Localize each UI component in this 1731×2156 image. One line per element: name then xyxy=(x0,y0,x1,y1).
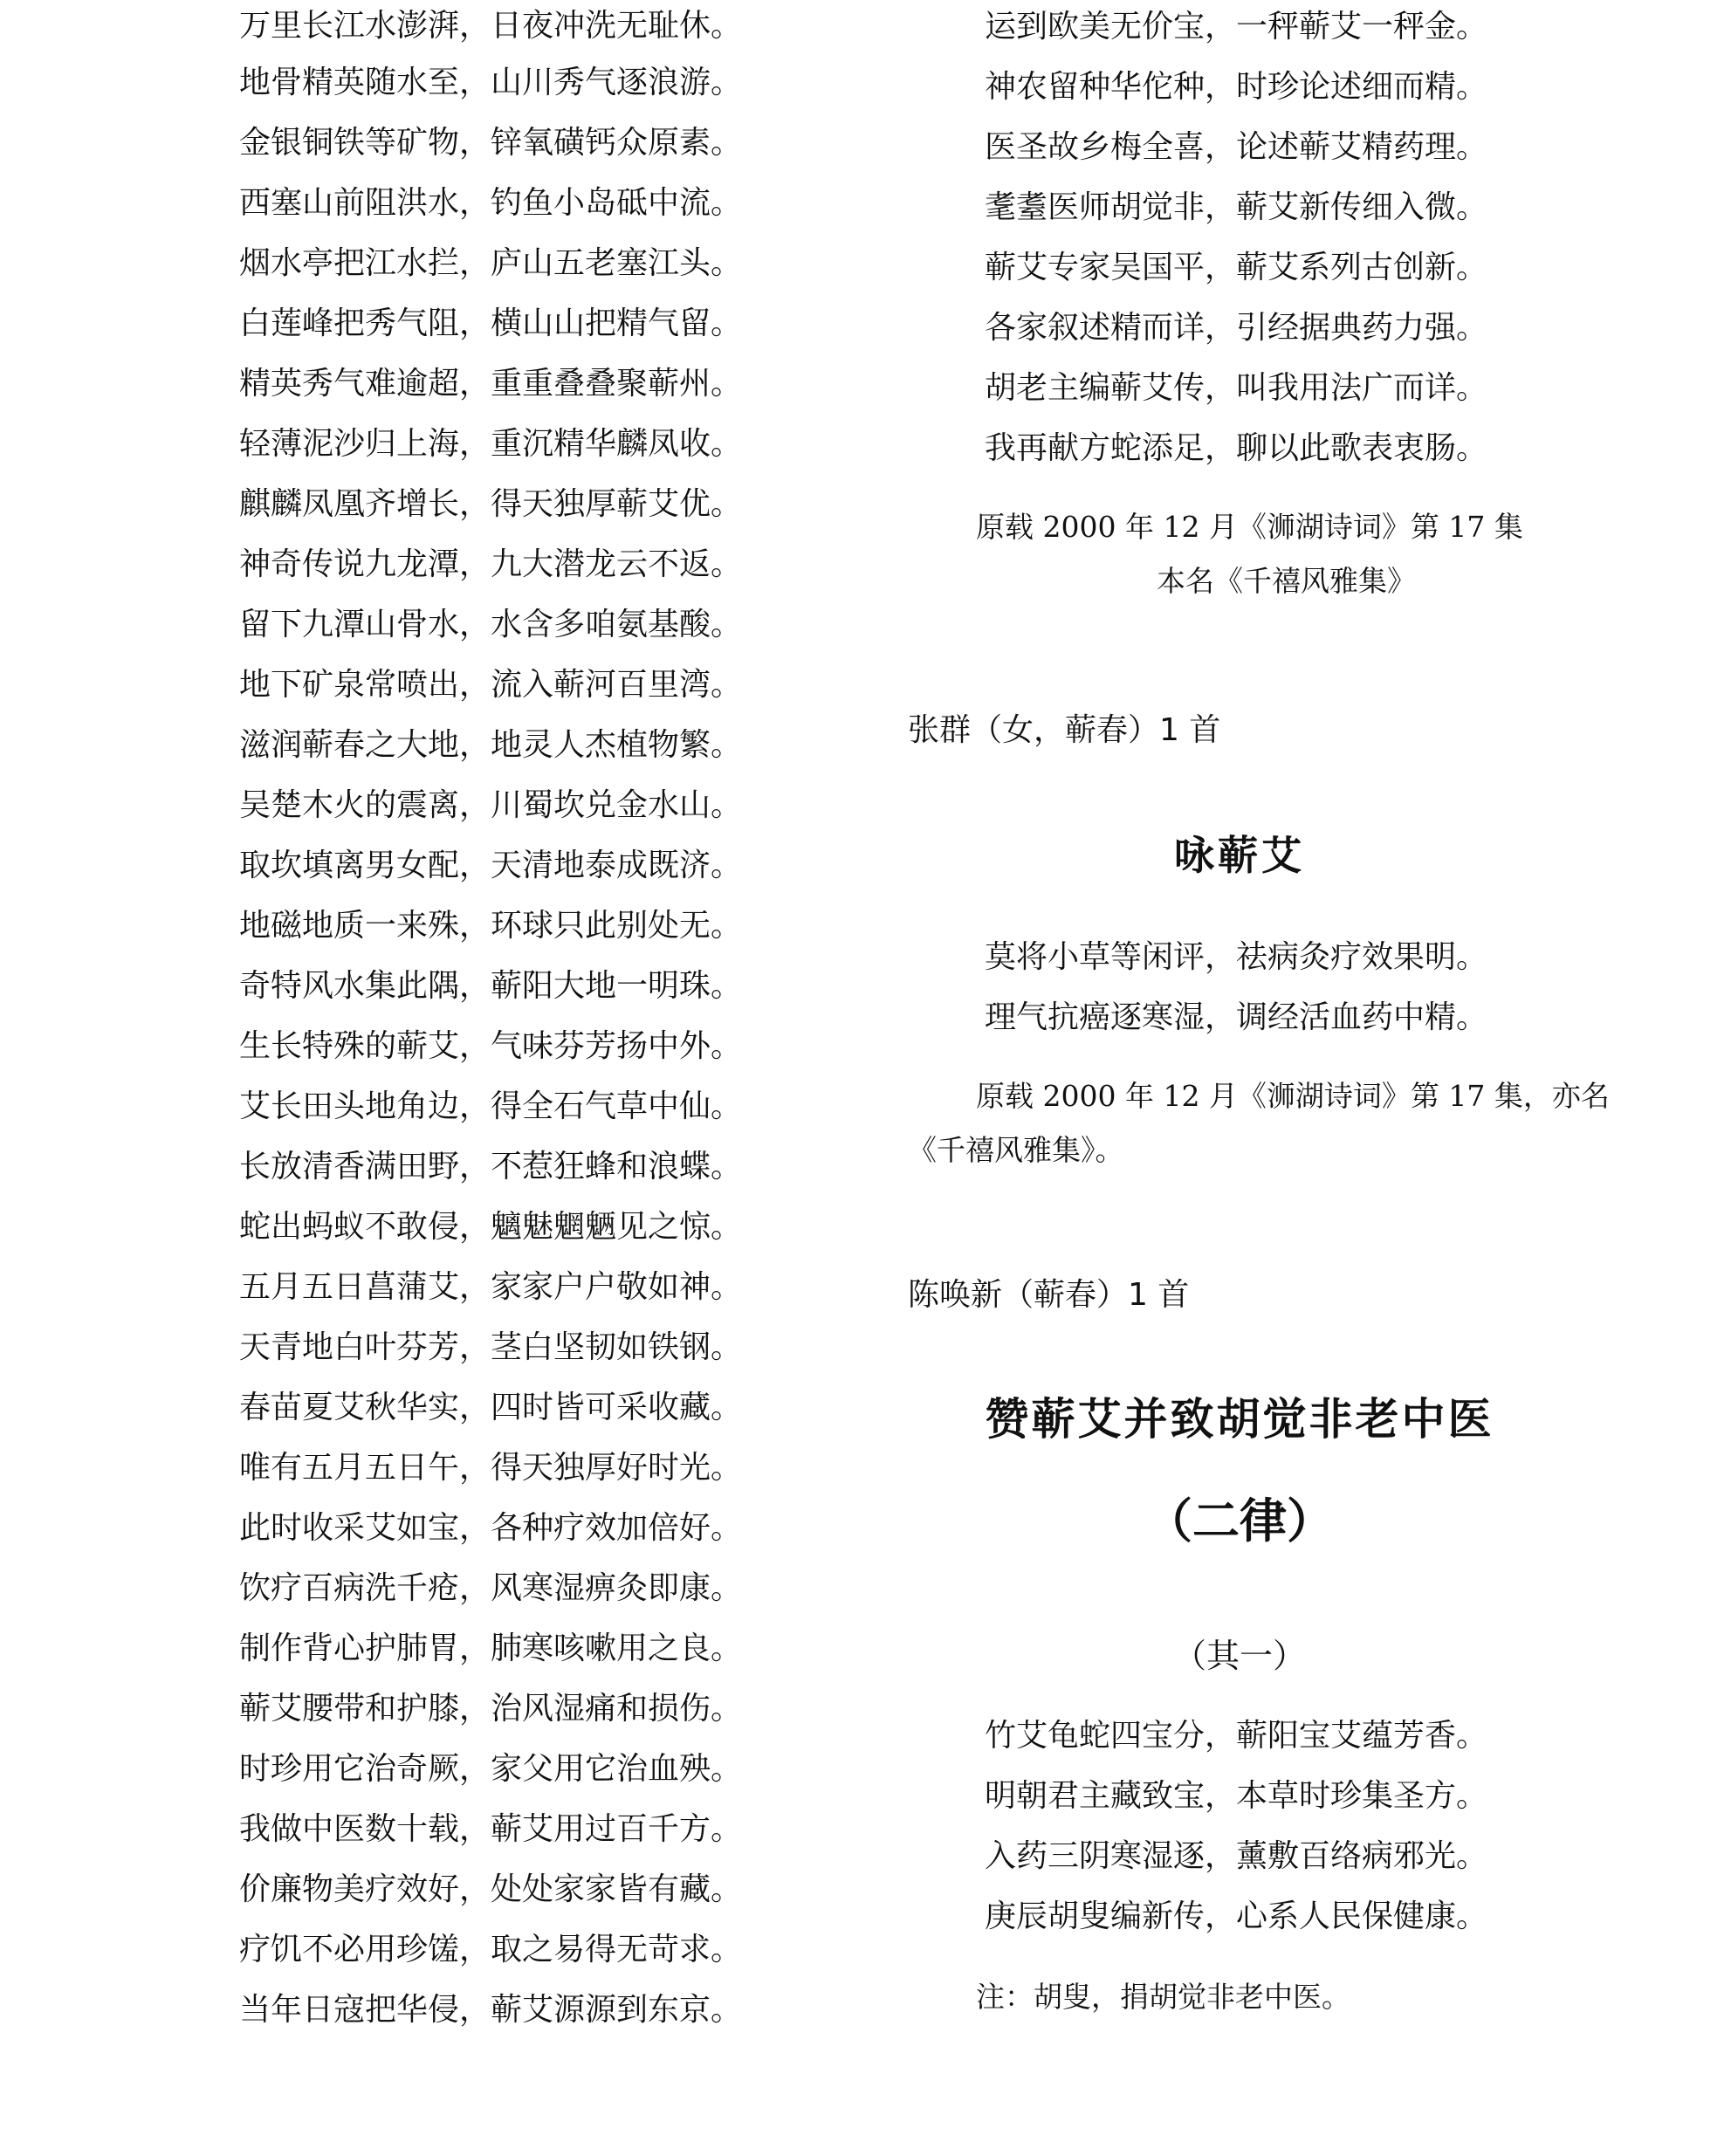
poem-line: 唯有五月五日午，得天独厚好时光。 xyxy=(239,1450,743,1486)
poem-line: 烟水亭把江水拦，庐山五老塞江头。 xyxy=(239,245,743,281)
poem-line: 入药三阴寒湿逐，薰敷百络病邪光。 xyxy=(985,1838,1488,1874)
poem-line: 理气抗癌逐寒湿，调经活血药中精。 xyxy=(985,999,1488,1035)
left-column-poem xyxy=(239,0,798,2040)
poem-line: 留下九潭山骨水，水含多咱氨基酸。 xyxy=(239,607,743,642)
poem-line: 地磁地质一来殊，环球只此别处无。 xyxy=(239,908,743,944)
source-note: 原载 2000 年 12 月《浉湖诗词》第 17 集，亦名 xyxy=(976,1079,1610,1113)
poem-line: 西塞山前阻洪水，钓鱼小岛砥中流。 xyxy=(239,185,743,221)
poem-line: 春苗夏艾秋华实，四时皆可采收藏。 xyxy=(239,1390,743,1425)
author-heading: 陈唤新（蕲春）1 首 xyxy=(908,1277,1190,1313)
poem-line: 神农留种华佗种，时珍论述细而精。 xyxy=(985,69,1488,105)
poem-line: 庚辰胡叟编新传，心系人民保健康。 xyxy=(985,1899,1488,1934)
poem-line: 各家叙述精而详，引经据典药力强。 xyxy=(985,310,1488,346)
poem-line: 滋润蕲春之大地，地灵人杰植物繁。 xyxy=(239,727,743,763)
poem-line: 金银铜铁等矿物，锌氧磺钙众原素。 xyxy=(239,125,743,161)
author-heading: 张群（女，蕲春）1 首 xyxy=(908,712,1221,748)
poem-title: 赞蕲艾并致胡觉非老中医 xyxy=(985,1394,1494,1445)
poem-line: 当年日寇把华侵，蕲艾源源到东京。 xyxy=(239,1992,743,2028)
poem-line: 饮疗百病洗千疮，风寒湿痹灸即康。 xyxy=(239,1570,743,1606)
poem-line: 神奇传说九龙潭，九大潜龙云不返。 xyxy=(239,546,743,582)
source-note: 原载 2000 年 12 月《浉湖诗词》第 17 集 xyxy=(976,510,1523,544)
poem-title-line2: （二律） xyxy=(1145,1493,1334,1548)
poem-line: 白莲峰把秀气阻，横山山把精气留。 xyxy=(239,306,743,341)
poem-line: 明朝君主藏致宝，本草时珍集圣方。 xyxy=(985,1778,1488,1814)
poem-line: 我做中医数十载，蕲艾用过百千方。 xyxy=(239,1811,743,1847)
poem-line: 此时收采艾如宝，各种疗效加倍好。 xyxy=(239,1510,743,1546)
poem-line: 疗饥不必用珍馐，取之易得无苛求。 xyxy=(239,1932,743,1967)
poem-line: 时珍用它治奇厥，家父用它治血殃。 xyxy=(239,1751,743,1787)
poem-line: 蛇出蚂蚁不敢侵，魑魅魍魉见之惊。 xyxy=(239,1209,743,1245)
poem-line: 耄耋医师胡觉非，蕲艾新传细入微。 xyxy=(985,189,1488,225)
source-note-alt-name: 《千禧风雅集》。 xyxy=(908,1133,1124,1167)
poem-line: 地下矿泉常喷出，流入蕲河百里湾。 xyxy=(239,667,743,703)
annotation-note: 注：胡叟，捐胡觉非老中医。 xyxy=(976,1980,1350,2014)
poem-line: 长放清香满田野，不惹狂蜂和浪蝶。 xyxy=(239,1149,743,1184)
poem-line: 麒麟凤凰齐增长，得天独厚蕲艾优。 xyxy=(239,486,743,522)
poem-line: 竹艾龟蛇四宝分，蕲阳宝艾蕴芳香。 xyxy=(985,1718,1488,1754)
poem-line: 艾长田头地角边，得全石气草中仙。 xyxy=(239,1088,743,1124)
poem-line: 轻薄泥沙归上海，重沉精华麟凤收。 xyxy=(239,426,743,462)
poem-title: 咏蕲艾 xyxy=(1174,832,1305,879)
poem-line: 吴楚木火的震离，川蜀坎兑金水山。 xyxy=(239,787,743,823)
poem-line: 万里长江水澎湃，日夜冲洗无耻休。 xyxy=(239,8,743,44)
poem-line: 奇特风水集此隅，蕲阳大地一明珠。 xyxy=(239,968,743,1004)
poem-line: 取坎填离男女配，天清地泰成既济。 xyxy=(239,848,743,883)
poem-line: 医圣故乡梅全喜，论述蕲艾精药理。 xyxy=(985,129,1488,165)
poem-line: 五月五日菖蒲艾，家家户户敬如神。 xyxy=(239,1269,743,1305)
poem-line: 我再献方蛇添足，聊以此歌表衷肠。 xyxy=(985,430,1488,466)
poem-line: 价廉物美疗效好，处处家家皆有藏。 xyxy=(239,1871,743,1907)
poem-line: 精英秀气难逾超，重重叠叠聚蕲州。 xyxy=(239,366,743,402)
poem-line: 制作背心护肺胃，肺寒咳嗽用之良。 xyxy=(239,1631,743,1666)
poem-line: 胡老主编蕲艾传，叫我用法广而详。 xyxy=(985,370,1488,406)
poem-line: 蕲艾专家吴国平，蕲艾系列古创新。 xyxy=(985,250,1488,285)
poem-line: 地骨精英随水至，山川秀气逐浪游。 xyxy=(239,65,743,100)
poem-line: 运到欧美无价宝，一秤蕲艾一秤金。 xyxy=(985,9,1488,45)
source-note-alt-name: 本名《千禧风雅集》 xyxy=(1157,564,1416,598)
poem-line: 莫将小草等闲评，祛病灸疗效果明。 xyxy=(985,939,1488,975)
poem-subtitle: （其一） xyxy=(1172,1637,1306,1675)
poem-line: 蕲艾腰带和护膝，治风湿痛和损伤。 xyxy=(239,1691,743,1727)
poem-line: 天青地白叶芬芳，茎白坚韧如铁钢。 xyxy=(239,1329,743,1365)
poem-line: 生长特殊的蕲艾，气味芬芳扬中外。 xyxy=(239,1028,743,1064)
